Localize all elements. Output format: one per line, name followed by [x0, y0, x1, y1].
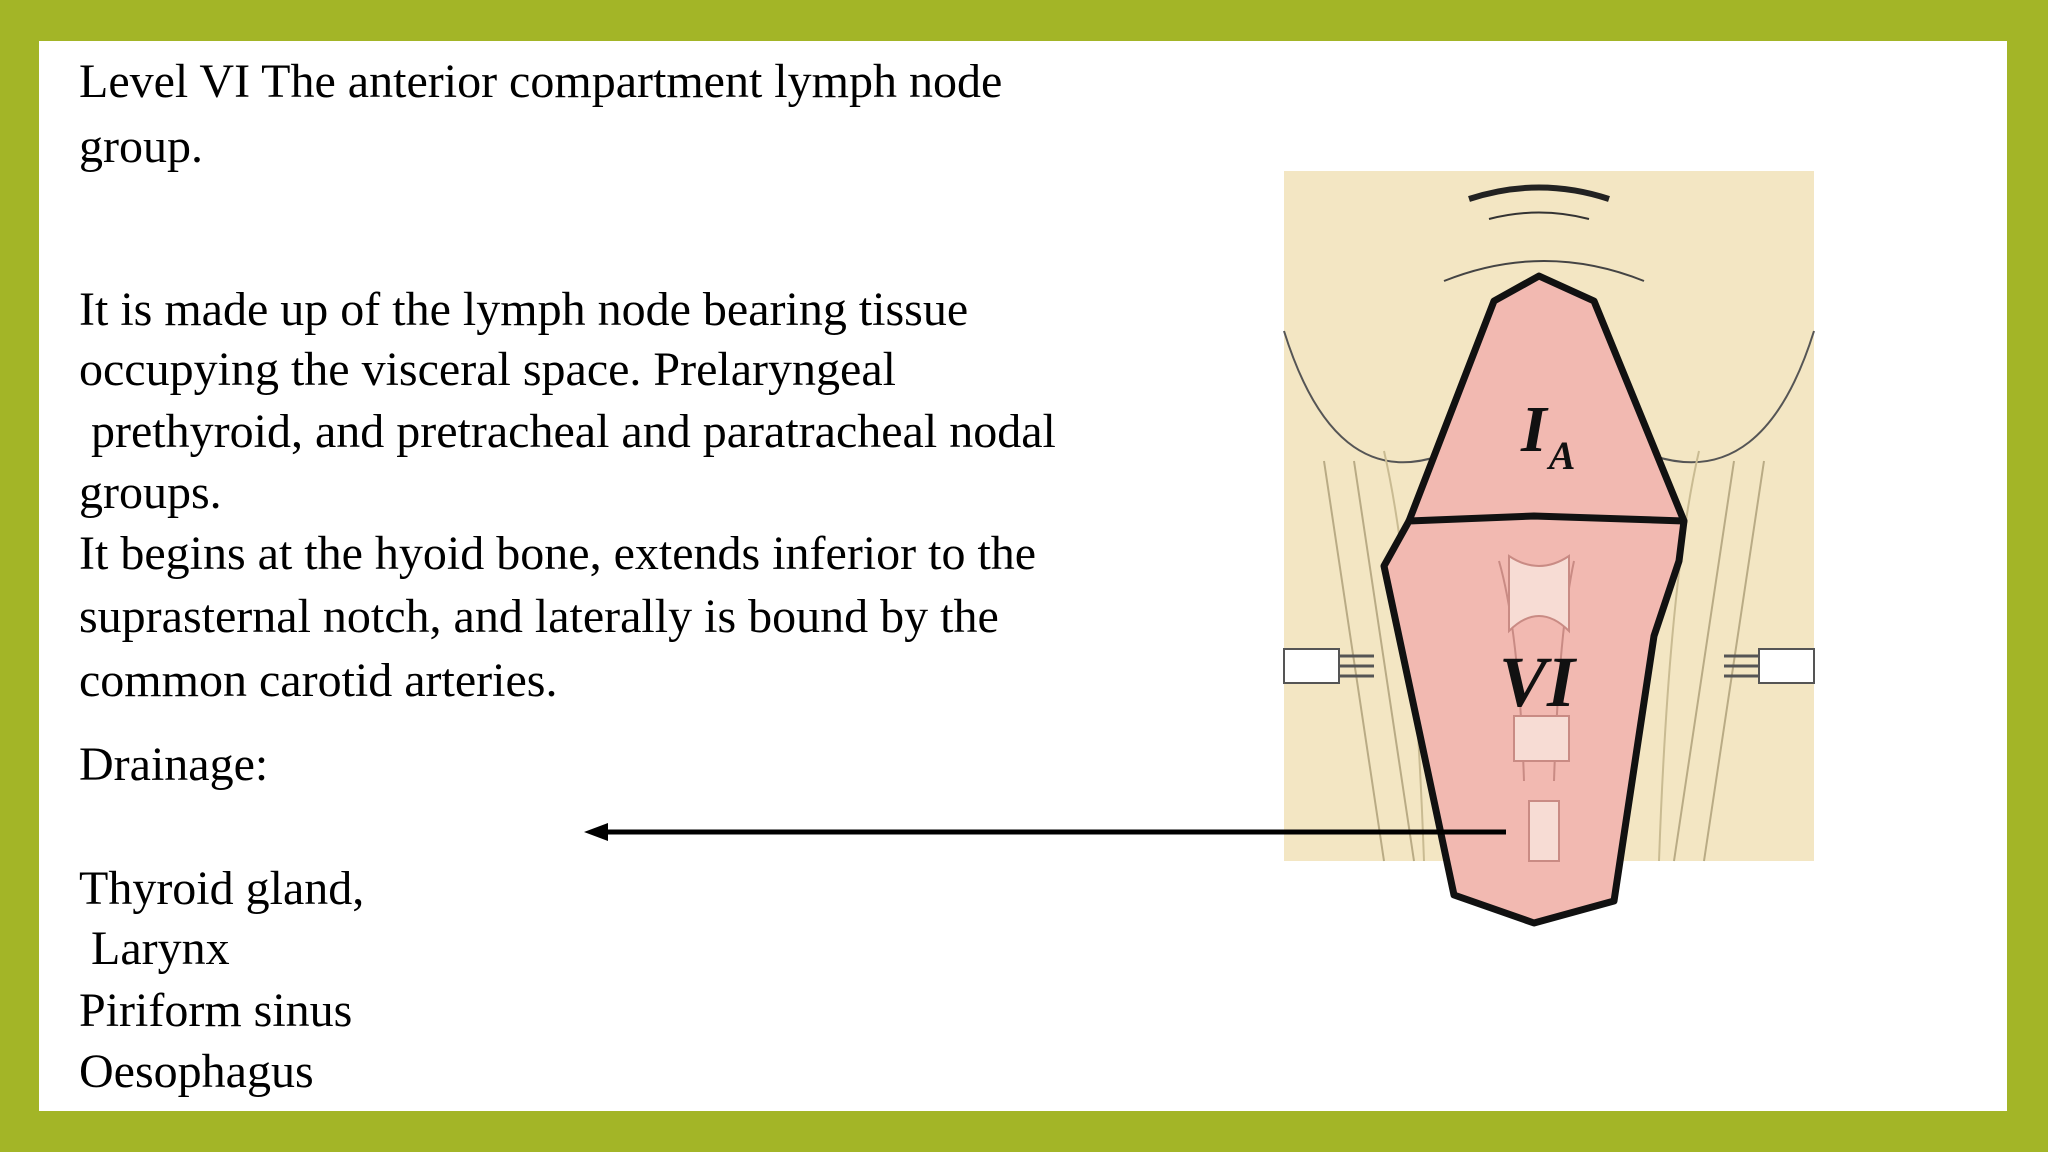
body-line-2: occupying the visceral space. Prelaryngeal [79, 343, 896, 396]
drainage-item: Thyroid gland, [79, 862, 365, 915]
body-line-3: prethyroid, and pretracheal and paratracheal nodal [79, 405, 1056, 458]
drainage-item: Piriform sinus [79, 984, 353, 1037]
drainage-item: Oesophagus [79, 1045, 314, 1098]
title-line-1: Level VI The anterior compartment lymph node [79, 55, 1003, 108]
drainage-label: Drainage: [79, 738, 269, 791]
title-line-2: group. [79, 120, 203, 173]
body-line-6: suprasternal notch, and laterally is bound by the [79, 590, 999, 643]
body-line-4: groups. [79, 466, 222, 519]
body-line-1: It is made up of the lymph node bearing tissue [79, 283, 969, 336]
body-line-7: common carotid arteries. [79, 654, 558, 707]
slide [39, 41, 2007, 1111]
body-line-5: It begins at the hyoid bone, extends inferior to the [79, 527, 1037, 580]
drainage-item: Larynx [79, 922, 230, 975]
arrow-left-icon [584, 816, 1509, 846]
label-vi: VI [1499, 642, 1576, 722]
label-ia: $I_A$ [1521, 393, 1576, 478]
